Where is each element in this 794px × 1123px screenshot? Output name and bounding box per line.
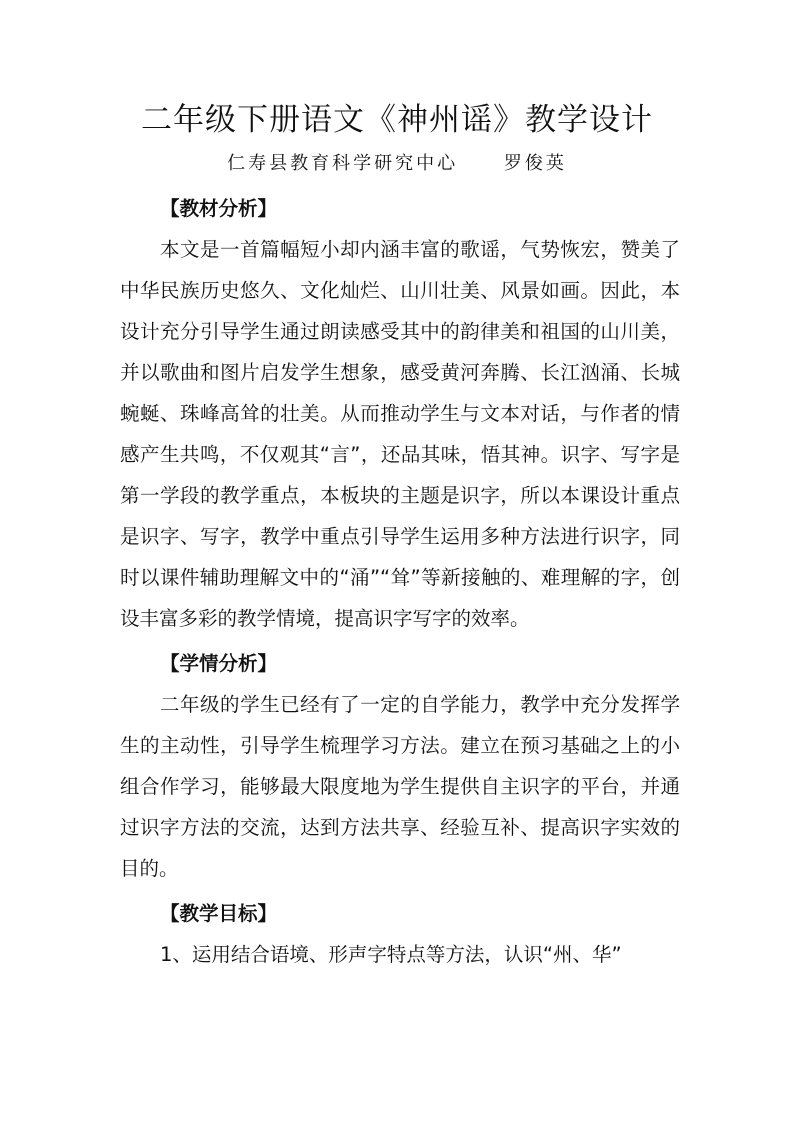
- page-title: 二年级下册语文《神州谣》教学设计: [141, 102, 653, 138]
- section-heading-student-analysis: 【学情分析】: [160, 652, 278, 675]
- paragraph-student-analysis: 二年级的学生已经有了一定的自学能力，教学中充分发挥学生的主动性，引导学生梳理学习方法。建立在预习基础之上的小组合作学习，能够最大限度地为学生提供自主识字的平台，并通过识字方法的交流，达到方法共享、经验互补、提高识字实效的目的。: [120, 693, 680, 880]
- author-organization: 仁寿县教育科学研究中心: [227, 153, 459, 174]
- paragraph-textbook-analysis: 本文是一首篇幅短小却内涵丰富的歌谣，气势恢宏，赞美了中华民族历史悠久、文化灿烂、山川壮美、风景如画。因此，本设计充分引导学生通过朗读感受其中的韵律美和祖国的山川美，并以歌曲和图片启发学生想象，感受黄河奔腾、长江汹涌、长城蜿蜒、珠峰高耸的壮美。从而推动学生与文本对话，与作者的情感产生共鸣，不仅观其“言”，还品其味，悟其神。识字、写字是第一学段的教学重点，本板块的主题是识字，所以本课设计重点是识字、写字，教学中重点引导学生运用多种方法进行识字，同时以课件辅助理解文中的“涌”“耸”等新接触的、难理解的字，创设丰富多彩的教学情境，提高识字写字的效率。: [120, 238, 680, 630]
- document-body: [120, 188, 680, 979]
- author-name: 罗俊英: [503, 153, 567, 174]
- author-line: [0, 150, 794, 178]
- section-heading-teaching-goals: 【教学目标】: [160, 902, 278, 925]
- paragraph-teaching-goal-1: 1、运用结合语境、形声字特点等方法，认识“州、华”: [160, 943, 622, 966]
- section-heading-textbook-analysis: 【教材分析】: [160, 197, 278, 220]
